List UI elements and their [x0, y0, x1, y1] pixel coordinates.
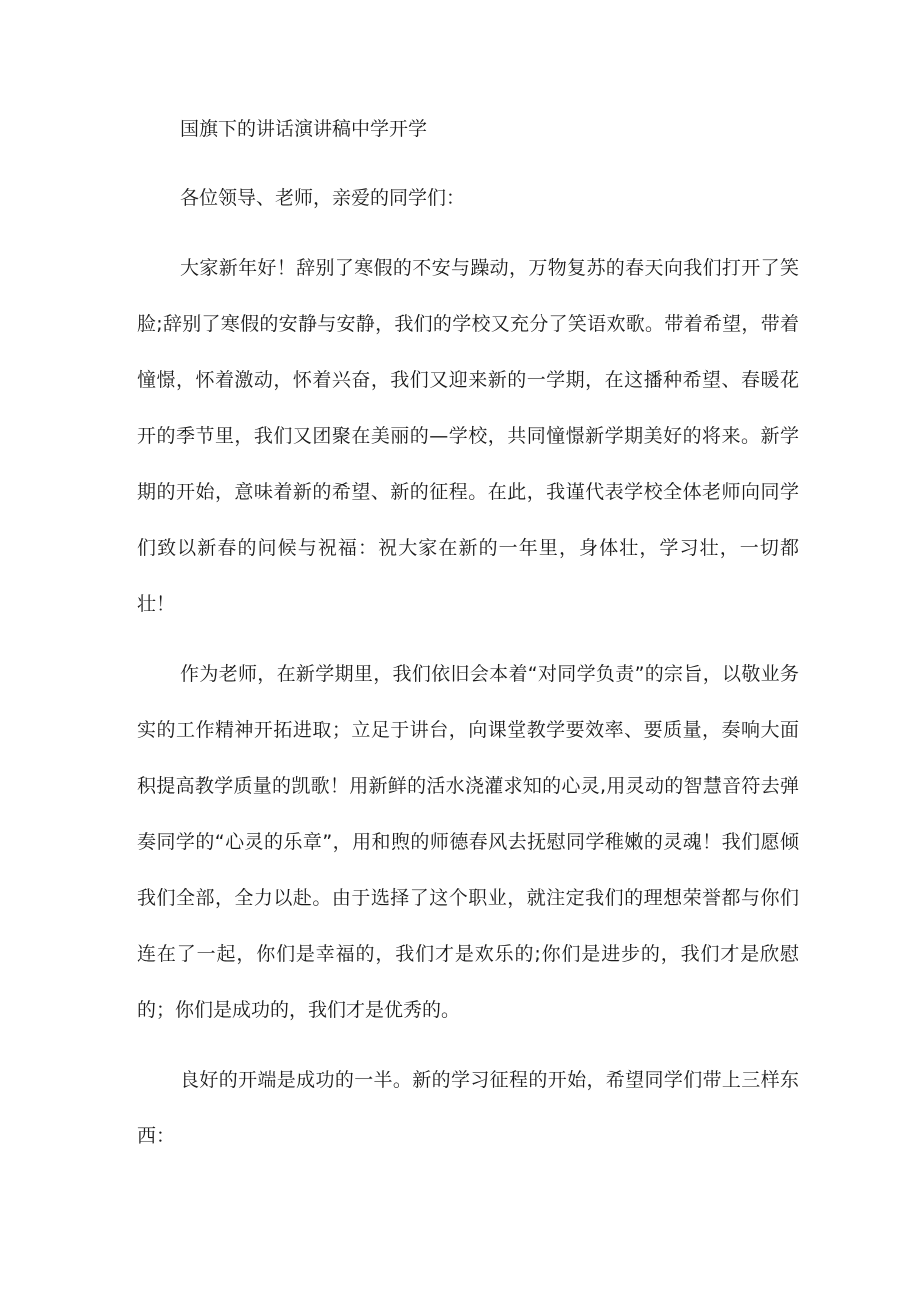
salutation: 各位领导、老师，亲爱的同学们： [180, 187, 466, 209]
document-title: 国旗下的讲话演讲稿中学开学 [180, 118, 428, 140]
paragraph-greeting: 大家新年好！辞别了寒假的不安与躁动，万物复苏的春天向我们打开了笑脸;辞别了寒假的安静与安静，我们的学校又充分了笑语欢歌。带着希望，带着憧憬，怀着激动，怀着兴奋，我们又迎来新的一学期，在这播种希望、春暖花开的季节里，我们又团聚在美丽的—学校，共同憧憬新学期美好的将来。新学期的开始，意味着新的希望、新的征程。在此，我谨代表学校全体老师向同学们致以新春的问候与祝福：祝大家在新的一年里，身体壮，学习壮，一切都壮！ [137, 257, 799, 615]
paragraph-good-start: 良好的开端是成功的一半。新的学习征程的开始，希望同学们带上三样东西： [137, 1069, 799, 1147]
paragraph-teacher-commitment: 作为老师，在新学期里，我们依旧会本着“对同学负责”的宗旨，以敬业务实的工作精神开拓进取；立足于讲台，向课堂教学要效率、要质量，奏响大面积提高教学质量的凯歌！用新鲜的活水浇灌求知的心灵,用灵动的智慧音符去弹奏同学的“心灵的乐章”，用和煦的师德春风去抚慰同学稚嫩的灵魂！我们愿倾我们全部，全力以赴。由于选择了这个职业，就注定我们的理想荣誉都与你们连在了一起，你们是幸福的，我们才是欢乐的;你们是进步的，我们才是欣慰的；你们是成功的，我们才是优秀的。 [137, 663, 799, 1021]
